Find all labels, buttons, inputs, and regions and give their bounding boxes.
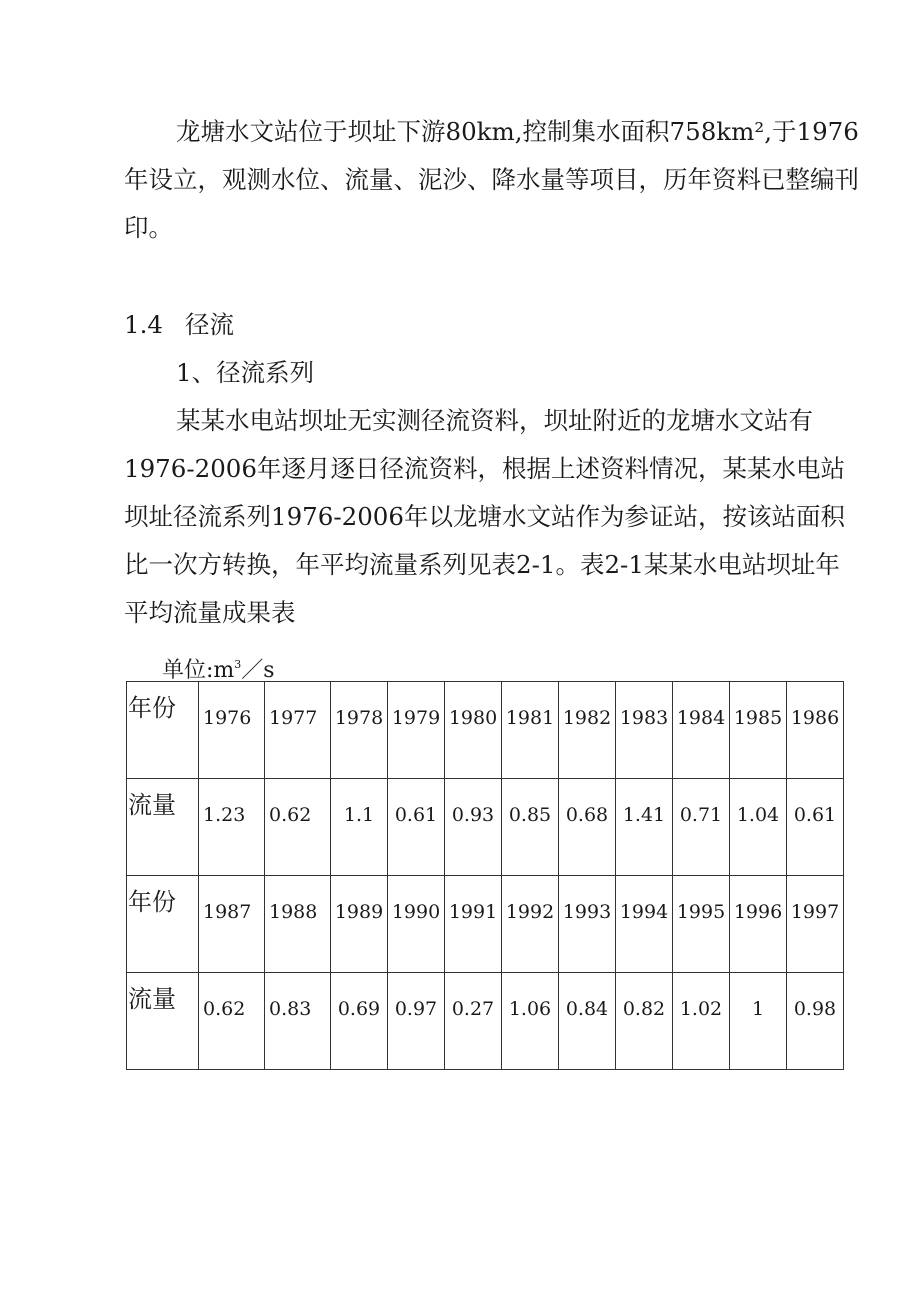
cell-value: 1.02 xyxy=(679,998,723,1020)
cell-value: 1987 xyxy=(203,901,252,923)
cell-value: 1997 xyxy=(790,901,840,923)
unit-prefix: 单位:m xyxy=(162,658,235,683)
table-cell xyxy=(559,779,616,876)
cell-value: 0.98 xyxy=(793,998,837,1020)
row-header-label: 流量 xyxy=(128,791,176,819)
cell-value: 1992 xyxy=(505,901,555,923)
table-cell xyxy=(445,876,502,973)
table-cell xyxy=(199,876,265,973)
table-cell xyxy=(730,973,787,1070)
section-number: 1.4 xyxy=(124,310,163,339)
table-cell xyxy=(502,779,559,876)
table-cell xyxy=(616,876,673,973)
table-cell xyxy=(559,876,616,973)
table-cell xyxy=(502,973,559,1070)
table-cell xyxy=(616,779,673,876)
table-cell xyxy=(787,779,844,876)
table-cell xyxy=(265,682,331,779)
table-cell xyxy=(199,779,265,876)
table-cell xyxy=(199,973,265,1070)
table-cell xyxy=(559,973,616,1070)
cell-value: 0.84 xyxy=(565,998,609,1020)
table-cell xyxy=(445,682,502,779)
station-description: 龙塘水文站位于坝址下游80km,控制集水面积758km²,于1976年设立，观测水位、流量、泥沙、降水量等项目，历年资料已整编刊印。 xyxy=(124,117,859,242)
row-header-cell xyxy=(127,779,199,876)
table-cell xyxy=(787,682,844,779)
cell-value: 0.83 xyxy=(269,998,312,1020)
cell-value: 0.27 xyxy=(451,998,495,1020)
cell-value: 0.62 xyxy=(269,804,312,826)
row-header-cell xyxy=(127,876,199,973)
table-cell xyxy=(502,682,559,779)
cell-value: 1.1 xyxy=(343,804,375,826)
cell-value: 1.06 xyxy=(508,998,552,1020)
table-cell xyxy=(265,779,331,876)
cell-value: 1989 xyxy=(334,901,384,923)
cell-value: 1985 xyxy=(733,707,783,729)
cell-value: 1.04 xyxy=(736,804,780,826)
year-row xyxy=(127,876,844,973)
row-header-label: 年份 xyxy=(128,888,176,916)
table-cell xyxy=(673,779,730,876)
cell-value: 1980 xyxy=(448,707,498,729)
table-cell xyxy=(388,876,445,973)
cell-value: 1984 xyxy=(676,707,726,729)
cell-value: 1977 xyxy=(269,707,318,729)
table-cell xyxy=(559,682,616,779)
cell-value: 0.71 xyxy=(679,804,723,826)
cell-value: 0.93 xyxy=(451,804,495,826)
row-header-cell xyxy=(127,973,199,1070)
table-cell xyxy=(388,973,445,1070)
table-cell xyxy=(199,682,265,779)
cell-value: 1983 xyxy=(619,707,669,729)
cell-value: 0.62 xyxy=(203,998,246,1020)
table-cell xyxy=(730,779,787,876)
table-cell xyxy=(787,973,844,1070)
unit-exponent: 3 xyxy=(234,658,242,671)
table-cell xyxy=(673,876,730,973)
table-cell xyxy=(388,682,445,779)
cell-value: 1995 xyxy=(676,901,726,923)
table-cell xyxy=(445,973,502,1070)
table-cell xyxy=(730,682,787,779)
table-cell xyxy=(331,973,388,1070)
flow-row xyxy=(127,973,844,1070)
cell-value: 1988 xyxy=(269,901,318,923)
table-cell xyxy=(616,682,673,779)
table-cell xyxy=(673,973,730,1070)
unit-suffix: ／s xyxy=(241,658,275,683)
cell-value: 1982 xyxy=(562,707,612,729)
cell-value: 1990 xyxy=(391,901,441,923)
cell-value: 0.82 xyxy=(622,998,666,1020)
table-cell xyxy=(673,682,730,779)
cell-value: 1996 xyxy=(733,901,783,923)
cell-value: 0.68 xyxy=(565,804,609,826)
cell-value: 1976 xyxy=(203,707,252,729)
table-cell xyxy=(787,876,844,973)
cell-value: 1981 xyxy=(505,707,555,729)
cell-value: 1 xyxy=(751,998,765,1020)
cell-value: 1.23 xyxy=(203,804,246,826)
section-heading xyxy=(124,310,234,340)
cell-value: 0.97 xyxy=(394,998,438,1020)
cell-value: 0.69 xyxy=(337,998,381,1020)
cell-value: 1991 xyxy=(448,901,498,923)
cell-value: 1979 xyxy=(391,707,441,729)
cell-value: 1986 xyxy=(790,707,840,729)
annual-flow-table xyxy=(126,681,844,1070)
table-cell xyxy=(265,876,331,973)
row-header-cell xyxy=(127,682,199,779)
table-cell xyxy=(388,779,445,876)
table-cell xyxy=(265,973,331,1070)
year-row xyxy=(127,682,844,779)
cell-value: 1.41 xyxy=(622,804,666,826)
table-cell xyxy=(331,682,388,779)
cell-value: 0.61 xyxy=(394,804,438,826)
table-cell xyxy=(331,876,388,973)
cell-value: 1978 xyxy=(334,707,384,729)
row-header-label: 流量 xyxy=(128,985,176,1013)
row-header-label: 年份 xyxy=(128,694,176,722)
subsection-heading: 1、径流系列 xyxy=(176,358,315,387)
flow-row xyxy=(127,779,844,876)
cell-value: 1993 xyxy=(562,901,612,923)
runoff-description: 某某水电站坝址无实测径流资料，坝址附近的龙塘水文站有1976-2006年逐月逐日径流资料，根据上述资料情况，某某水电站坝址径流系列1976-2006年以龙塘水文站作为参证站，按该站面积比一次方转换，年平均流量系列见表2-1。表2-1某某水电站坝址年平均流量成果表 xyxy=(124,406,845,627)
table-cell xyxy=(616,973,673,1070)
cell-value: 0.85 xyxy=(508,804,552,826)
cell-value: 1994 xyxy=(619,901,669,923)
table-cell xyxy=(445,779,502,876)
cell-value: 0.61 xyxy=(793,804,837,826)
section-title: 径流 xyxy=(184,310,234,339)
table-cell xyxy=(730,876,787,973)
table-cell xyxy=(502,876,559,973)
table-cell xyxy=(331,779,388,876)
